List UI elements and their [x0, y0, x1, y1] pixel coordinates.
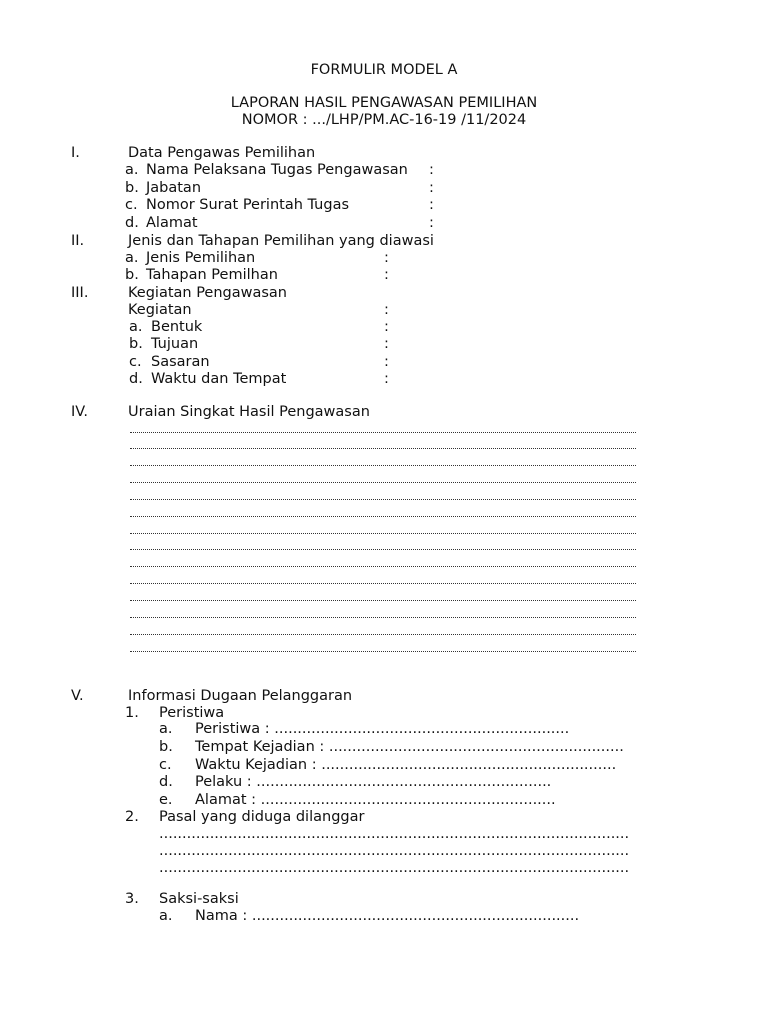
section-1-item-colon: : — [429, 215, 434, 231]
dotted-writing-line — [130, 566, 636, 567]
section-1-item-label: Alamat — [146, 215, 198, 231]
pasal-writing-line: ...................................................................................................... — [159, 860, 630, 876]
list-letter: b. — [159, 739, 173, 755]
section-1-item-label: Nama Pelaksana Tugas Pengawasan — [146, 162, 408, 178]
section-1-title: Data Pengawas Pemilihan — [128, 145, 316, 161]
section-1-item-letter: a. — [125, 162, 139, 178]
section-3-item-colon: : — [384, 371, 389, 387]
nama-saksi-field: Nama : ....................................................................... — [195, 908, 580, 924]
report-number: NOMOR : .../LHP/PM.AC-16-19 /11/2024 — [241, 112, 527, 128]
section-5-number: V. — [71, 688, 84, 704]
dotted-writing-line — [130, 448, 636, 449]
peristiwa-field: Peristiwa : ................................................................ — [195, 721, 570, 737]
dotted-writing-line — [130, 583, 636, 584]
dotted-writing-line — [130, 482, 636, 483]
section-1-item-colon: : — [429, 180, 434, 196]
section-3-item-letter: c. — [129, 354, 142, 370]
section-1-item-colon: : — [429, 197, 434, 213]
section-3-item-label: Sasaran — [151, 354, 210, 370]
dotted-writing-line — [130, 432, 636, 433]
section-1-item-letter: c. — [125, 197, 138, 213]
section-1-item-colon: : — [429, 162, 434, 178]
dotted-writing-line — [130, 600, 636, 601]
section-2-item-letter: b. — [125, 267, 139, 283]
section-2-number: II. — [71, 233, 85, 249]
list-letter: a. — [159, 721, 173, 737]
section-1-item-label: Nomor Surat Perintah Tugas — [146, 197, 350, 213]
section-3-number: III. — [71, 285, 89, 301]
dotted-writing-line — [130, 549, 636, 550]
kegiatan-colon: : — [384, 302, 389, 318]
dotted-writing-line — [130, 533, 636, 534]
form-title: FORMULIR MODEL A — [310, 62, 458, 78]
section-1-item-letter: b. — [125, 180, 139, 196]
section-3-item-letter: a. — [129, 319, 143, 335]
section-2-item-label: Jenis Pemilihan — [146, 250, 256, 266]
dotted-writing-line — [130, 651, 636, 652]
section-3-item-label: Bentuk — [151, 319, 203, 335]
section-3-item-label: Waktu dan Tempat — [151, 371, 287, 387]
subsection-title: Saksi-saksi — [159, 891, 239, 907]
report-title: LAPORAN HASIL PENGAWASAN PEMILIHAN — [230, 95, 538, 111]
section-3-item-colon: : — [384, 319, 389, 335]
section-3-item-colon: : — [384, 336, 389, 352]
section-1-number: I. — [71, 145, 80, 161]
tempat-kejadian-field: Tempat Kejadian : ................................................................ — [195, 739, 624, 755]
section-2-item-letter: a. — [125, 250, 139, 266]
section-2-item-label: Tahapan Pemilhan — [146, 267, 278, 283]
list-letter: a. — [159, 908, 173, 924]
section-3-item-label: Tujuan — [151, 336, 199, 352]
alamat-field: Alamat : ................................................................ — [195, 792, 556, 808]
dotted-writing-line — [130, 634, 636, 635]
section-3-item-letter: b. — [129, 336, 143, 352]
subsection-title: Peristiwa — [159, 705, 225, 721]
section-2-item-colon: : — [384, 267, 389, 283]
section-1-item-label: Jabatan — [146, 180, 202, 196]
section-1-item-letter: d. — [125, 215, 139, 231]
section-2-title: Jenis dan Tahapan Pemilihan yang diawasi — [128, 233, 434, 249]
section-5-title: Informasi Dugaan Pelanggaran — [128, 688, 353, 704]
list-letter: c. — [159, 757, 172, 773]
list-letter: e. — [159, 792, 173, 808]
pasal-writing-line: ...................................................................................................... — [159, 843, 630, 859]
pelaku-field: Pelaku : ................................................................ — [195, 774, 552, 790]
section-2-item-colon: : — [384, 250, 389, 266]
section-3-title: Kegiatan Pengawasan — [128, 285, 287, 301]
dotted-writing-line — [130, 499, 636, 500]
subsection-number: 3. — [125, 891, 139, 907]
subsection-number: 2. — [125, 809, 139, 825]
section-3-item-colon: : — [384, 354, 389, 370]
waktu-kejadian-field: Waktu Kejadian : ................................................................ — [195, 757, 617, 773]
section-3-item-letter: d. — [129, 371, 143, 387]
list-letter: d. — [159, 774, 173, 790]
dotted-writing-line — [130, 516, 636, 517]
pasal-writing-line: ...................................................................................................... — [159, 826, 630, 842]
subsection-title: Pasal yang diduga dilanggar — [159, 809, 365, 825]
subsection-number: 1. — [125, 705, 139, 721]
dotted-writing-line — [130, 617, 636, 618]
dotted-writing-line — [130, 465, 636, 466]
kegiatan-label: Kegiatan — [128, 302, 192, 318]
section-4-title: Uraian Singkat Hasil Pengawasan — [128, 404, 370, 420]
section-4-number: IV. — [71, 404, 88, 420]
